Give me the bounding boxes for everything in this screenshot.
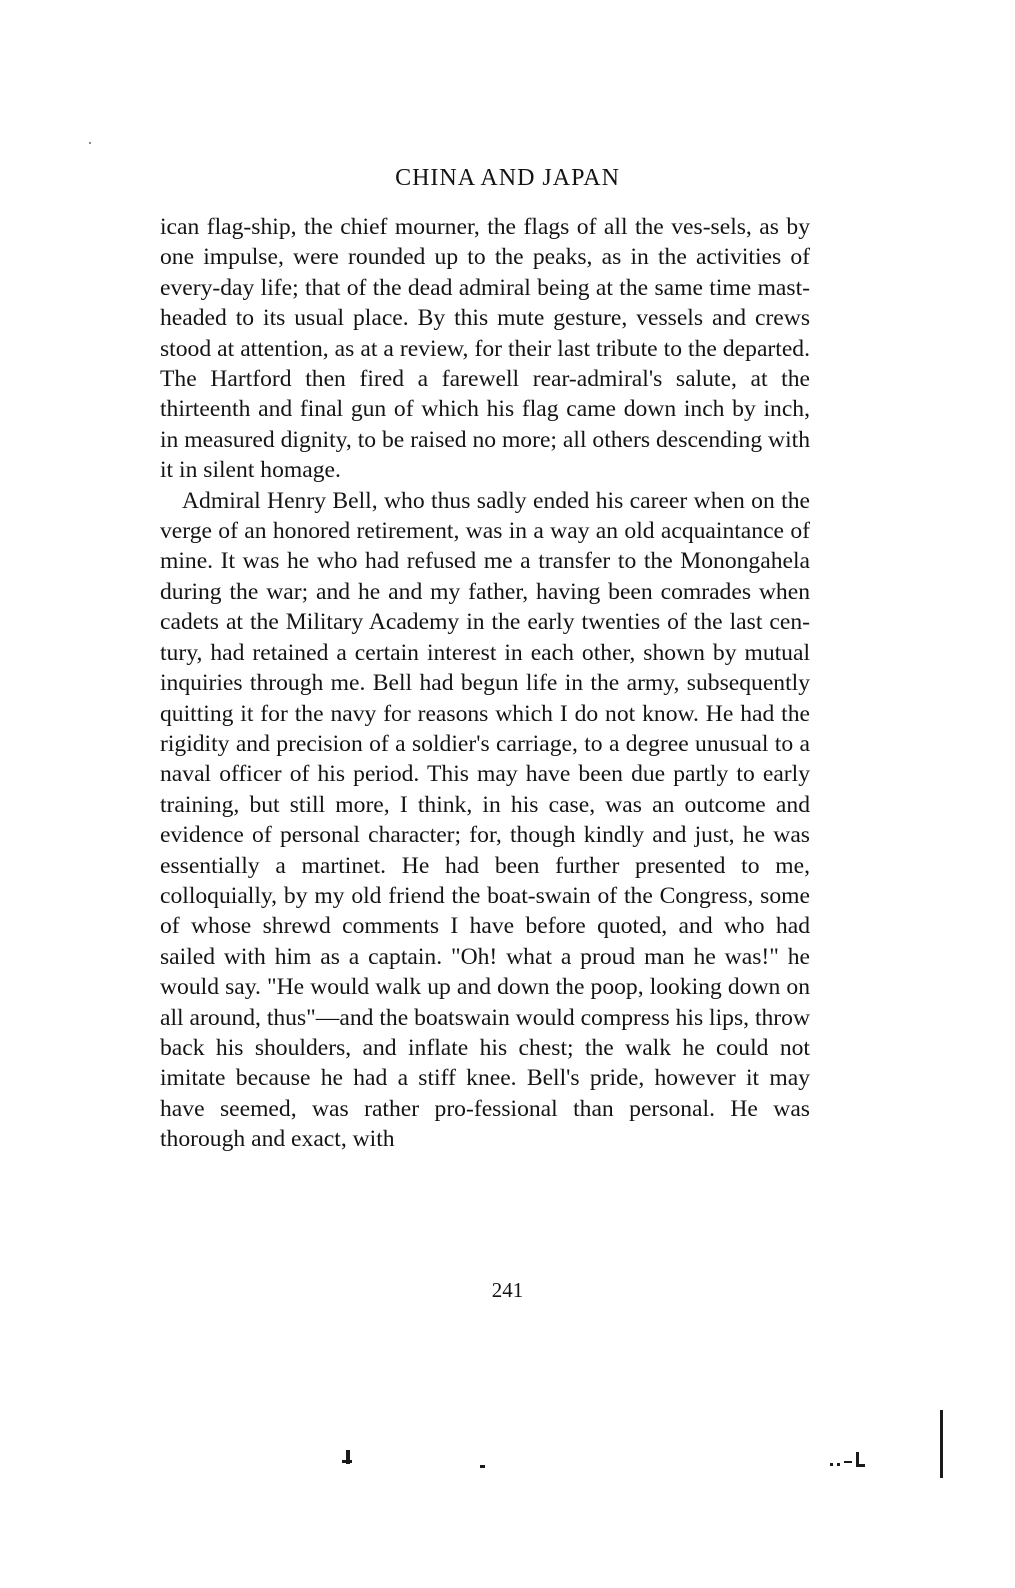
- page-number: 241: [491, 1278, 524, 1302]
- paragraph-2: Admiral Henry Bell, who thus sadly ended his career when on the verge of an honored retirement, was in a way an old acquaintance of mine. It was he who had refused me a transfer to the Monongahela during the war; and he and my father, having been comrades when cadets at the Military Academy in the early twenties of the last cen-tury, had retained a certain interest in each other, shown by mutual inquiries through me. Bell had begun life in the army, subsequently quitting it for the navy for reasons which I do not know. He had the rigidity and precision of a soldier's carriage, to a degree unusual to a naval officer of his period. This may have been due partly to early training, but still more, I think, in his case, was an outcome and evidence of personal character; for, though kindly and just, he was essentially a martinet. He had been further presented to me, colloquially, by my old friend the boat-swain of the Congress, some of whose shrewd comments I have before quoted, and who had sailed with him as a captain. "Oh! what a proud man he was!" he would say. "He would walk up and down the poop, looking down on all around, thus"—and the boatswain would compress his lips, throw back his shoulders, and inflate his chest; the walk he could not imitate because he had a stiff knee. Bell's pride, however it may have seemed, was rather pro-fessional than personal. He was thorough and exact, with: [160, 487, 810, 1153]
- scan-mark-right: [830, 1450, 870, 1468]
- paragraph-1: ican flag-ship, the chief mourner, the flags of all the ves-sels, as by one impulse, were rounded up to the peaks, as in the activities of every-day life; that of the dead admiral being at the same time mast-headed to its usual place. By this mute gesture, vessels and crews stood at attention, as at a review, for their last tribute to the departed. The Hartford then fired a farewell rear-admiral's salute, at the thirteenth and final gun of which his flag came down inch by inch, in measured dignity, to be raised no more; all others descending with it in silent homage.: [160, 214, 810, 484]
- scan-mark-middle: [480, 1465, 485, 1468]
- running-head: CHINA AND JAPAN: [395, 165, 620, 191]
- body-text: [160, 212, 810, 1155]
- scan-mark-right-bar: [940, 1410, 943, 1478]
- scan-speck: [89, 142, 91, 144]
- scan-mark-left-base: [342, 1460, 352, 1463]
